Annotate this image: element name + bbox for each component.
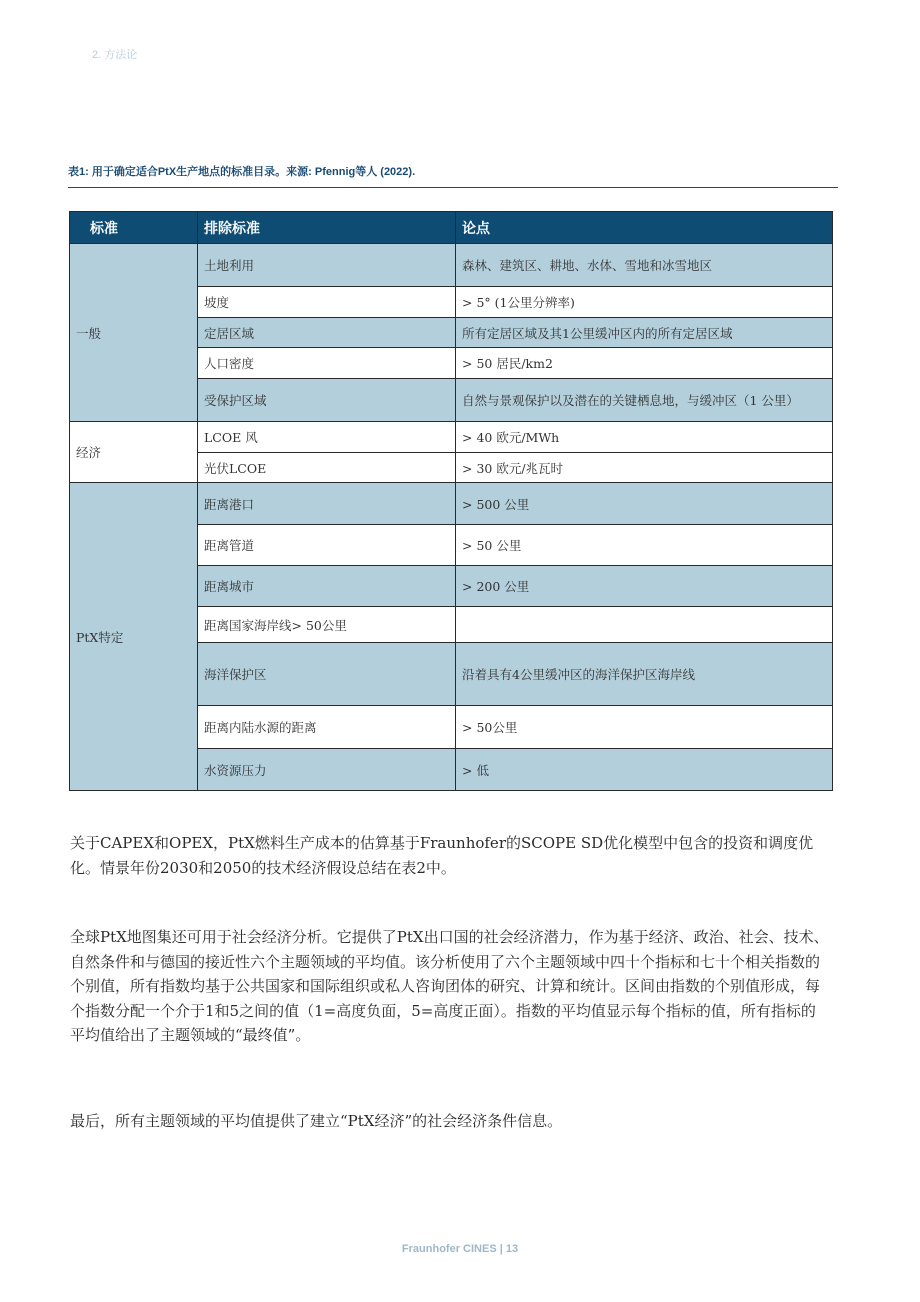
group-economic: 经济 [70, 422, 198, 483]
group-ptx-specific: PtX特定 [70, 483, 198, 791]
table-row [70, 422, 833, 453]
page-footer: Fraunhofer CINES | 13 [401, 1243, 519, 1255]
table-row [70, 244, 833, 287]
table-caption: 表1: 用于确定适合PtX生产地点的标准目录。来源: Pfennig等人 (2022). [68, 163, 838, 188]
argument-cell [456, 607, 833, 643]
argument-cell: > 40 欧元/MWh [456, 422, 833, 453]
argument-cell: 所有定居区域及其1公里缓冲区内的所有定居区域 [456, 318, 833, 348]
body-paragraph: 全球PtX地图集还可用于社会经济分析。它提供了PtX出口国的社会经济潜力，作为基于经济、政治、社会、技术、自然条件和与德国的接近性六个主题领域的平均值。该分析使用了六个主题领域中四十个指标和七十个相关指数的个别值，所有指数均基于公共国家和国际组织或私人咨询团体的研究、计算和统计。区间由指数的个别值形成，每个指数分配一个介于1和5之间的值（1=高度负面，5=高度正面）。指数的平均值显示每个指标的值，所有指标的平均值给出了主题领域的“最终值”。 [70, 928, 829, 1044]
header-argument: 论点 [456, 212, 833, 244]
argument-cell: > 50公里 [456, 706, 833, 749]
body-paragraph: 最后，所有主题领域的平均值提供了建立“PtX经济”的社会经济条件信息。 [70, 1112, 563, 1130]
criterion-cell: 受保护区域 [198, 379, 456, 422]
criterion-cell: 距离内陆水源的距离 [198, 706, 456, 749]
argument-cell: > 5° (1公里分辨率) [456, 287, 833, 318]
argument-cell: > 50 公里 [456, 525, 833, 566]
argument-cell: > 30 欧元/兆瓦时 [456, 453, 833, 483]
criterion-cell: 距离港口 [198, 483, 456, 525]
header-criteria: 标准 [70, 212, 198, 244]
criterion-cell: 距离管道 [198, 525, 456, 566]
criteria-table [69, 211, 833, 791]
criterion-cell: 定居区域 [198, 318, 456, 348]
header-exclusion-criteria: 排除标准 [198, 212, 456, 244]
argument-cell: > 低 [456, 749, 833, 791]
criterion-cell: 坡度 [198, 287, 456, 318]
table-row [70, 483, 833, 525]
argument-cell: > 50 居民/km2 [456, 348, 833, 379]
criterion-cell: 距离国家海岸线> 50公里 [198, 607, 456, 643]
section-label: 2. 方法论 [92, 49, 138, 61]
criterion-cell: 光伏LCOE [198, 453, 456, 483]
criterion-cell: 土地利用 [198, 244, 456, 287]
argument-cell: > 500 公里 [456, 483, 833, 525]
criterion-cell: 人口密度 [198, 348, 456, 379]
criterion-cell: 海洋保护区 [198, 643, 456, 706]
argument-cell: > 200 公里 [456, 566, 833, 607]
body-paragraph: 关于CAPEX和OPEX，PtX燃料生产成本的估算基于Fraunhofer的SCOPE SD优化模型中包含的投资和调度优化。情景年份2030和2050的技术经济假设总结在表2中。 [70, 834, 814, 877]
argument-cell: 沿着具有4公里缓冲区的海洋保护区海岸线 [456, 643, 833, 706]
argument-cell: 森林、建筑区、耕地、水体、雪地和冰雪地区 [456, 244, 833, 287]
criterion-cell: LCOE 风 [198, 422, 456, 453]
criterion-cell: 距离城市 [198, 566, 456, 607]
criterion-cell: 水资源压力 [198, 749, 456, 791]
group-general: 一般 [70, 244, 198, 422]
table-header-row [70, 212, 833, 244]
argument-cell: 自然与景观保护以及潜在的关键栖息地，与缓冲区（1 公里） [456, 379, 833, 422]
